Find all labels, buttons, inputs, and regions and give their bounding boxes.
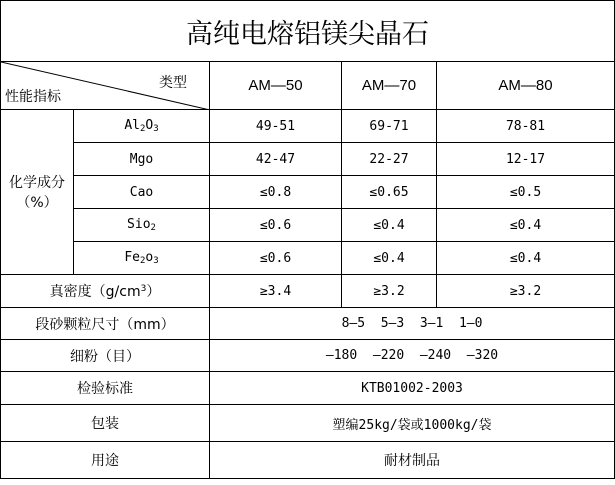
component-name: Cao	[74, 176, 210, 209]
density-value: ≥3.2	[437, 275, 615, 308]
value-cell: 49-51	[210, 110, 342, 143]
density-value: ≥3.2	[342, 275, 437, 308]
model-header: AM—80	[437, 62, 615, 110]
standard-value: KTB01002-2003	[210, 372, 615, 405]
value-cell: ≤0.4	[342, 242, 437, 275]
component-name: Sio$_2$	[74, 209, 210, 242]
chemical-group-label: 化学成分	[9, 175, 65, 191]
value-cell: 42-47	[210, 143, 342, 176]
packaging-label: 包装	[1, 405, 210, 442]
value-cell: 78-81	[437, 110, 615, 143]
component-name: Mgo	[74, 143, 210, 176]
density-value: ≥3.4	[210, 275, 342, 308]
header-diagonal-cell	[1, 62, 210, 110]
model-header: AM—50	[210, 62, 342, 110]
fine-powder-label: 细粉（目）	[1, 340, 210, 372]
page-title: 高纯电熔铝镁尖晶石	[1, 1, 615, 62]
fine-powder-value: —180 —220 —240 —320	[210, 340, 615, 372]
chemical-group-cell	[1, 110, 74, 275]
packaging-value: 塑编25kg/袋或1000kg/袋	[210, 405, 615, 442]
grain-size-label: 段砂颗粒尺寸（mm）	[1, 308, 210, 340]
value-cell: ≤0.8	[210, 176, 342, 209]
value-cell: ≤0.65	[342, 176, 437, 209]
indicator-label: 性能指标	[5, 89, 61, 105]
density-label: 真密度$(g/cm^3)$	[1, 275, 210, 308]
value-cell: ≤0.6	[210, 242, 342, 275]
value-cell: ≤0.4	[437, 209, 615, 242]
usage-label: 用途	[1, 442, 210, 479]
value-cell: ≤0.6	[210, 209, 342, 242]
model-header: AM—70	[342, 62, 437, 110]
type-label: 类型	[159, 75, 187, 91]
component-name: $Fe_2o_3$	[74, 242, 210, 275]
value-cell: 12-17	[437, 143, 615, 176]
grain-size-value: 8—5 5—3 3—1 1—0	[210, 308, 615, 340]
component-name: $Al_2O_3$	[74, 110, 210, 143]
standard-label: 检验标准	[1, 372, 210, 405]
value-cell: ≤0.5	[437, 176, 615, 209]
usage-value: 耐材制品	[210, 442, 615, 479]
value-cell: 69-71	[342, 110, 437, 143]
value-cell: ≤0.4	[437, 242, 615, 275]
value-cell: ≤0.4	[342, 209, 437, 242]
value-cell: 22-27	[342, 143, 437, 176]
chemical-group-unit: （%）	[16, 195, 58, 211]
